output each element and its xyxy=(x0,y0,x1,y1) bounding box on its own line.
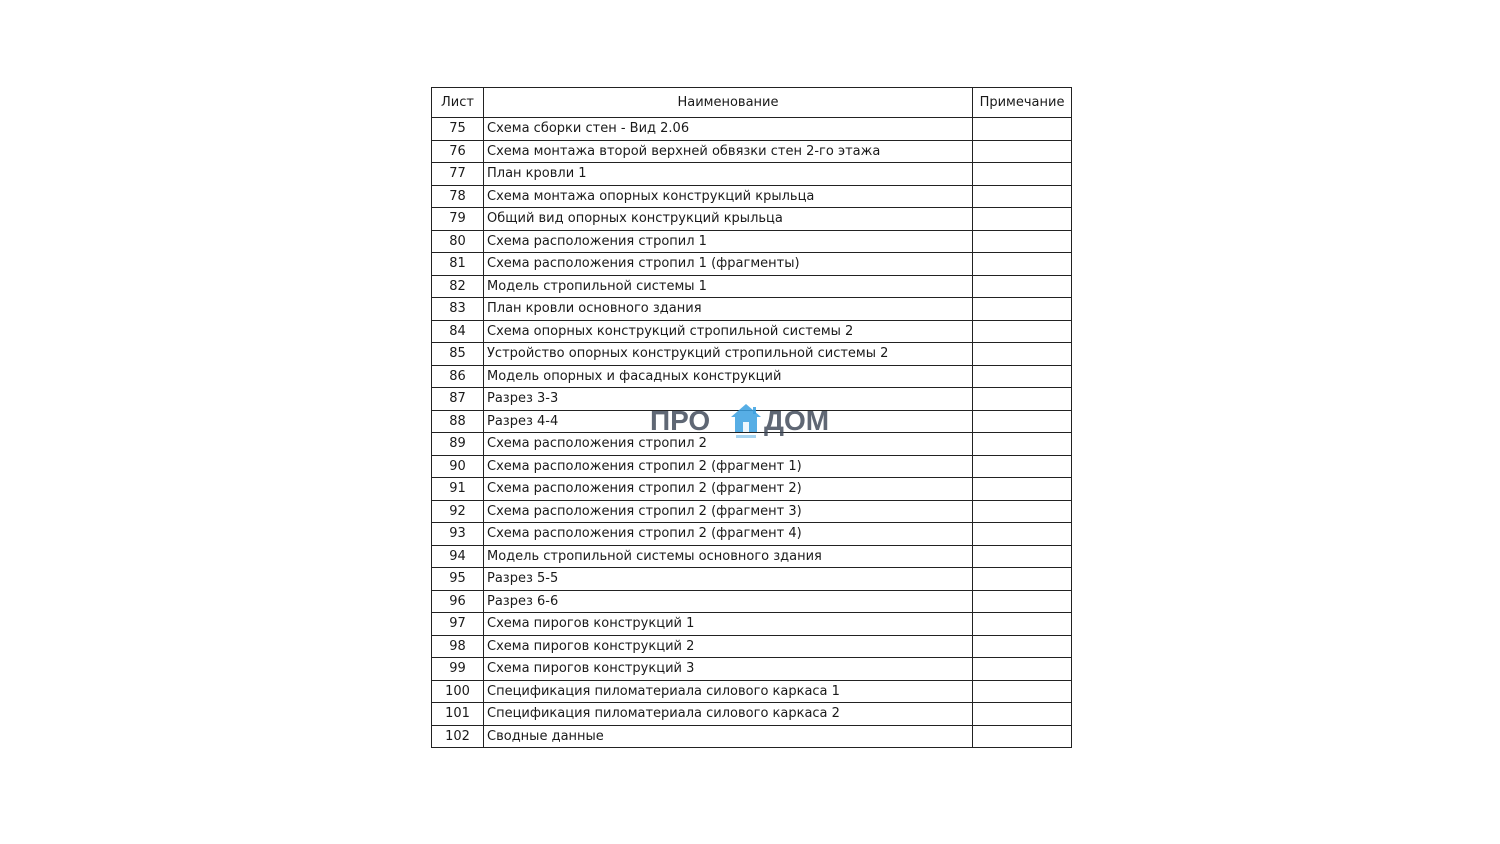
sheet-name-cell: Схема пирогов конструкций 1 xyxy=(484,613,973,636)
table-row xyxy=(432,230,1072,253)
sheet-number-cell: 95 xyxy=(432,568,484,591)
sheet-number-cell: 75 xyxy=(432,118,484,141)
watermark-right-text: ДОМ xyxy=(764,405,830,436)
table-row xyxy=(432,703,1072,726)
sheet-note-cell xyxy=(973,725,1072,748)
sheet-note-cell xyxy=(973,635,1072,658)
sheet-name-cell: Схема опорных конструкций стропильной системы 2 xyxy=(484,320,973,343)
sheet-name-cell: Спецификация пиломатериала силового каркаса 2 xyxy=(484,703,973,726)
sheet-number-cell: 85 xyxy=(432,343,484,366)
header-note: Примечание xyxy=(973,88,1072,118)
sheet-note-cell xyxy=(973,253,1072,276)
table-row xyxy=(432,433,1072,456)
sheet-name-cell: Схема расположения стропил 2 xyxy=(484,433,973,456)
sheet-note-cell xyxy=(973,320,1072,343)
sheet-number-cell: 79 xyxy=(432,208,484,231)
table-row xyxy=(432,118,1072,141)
table-row xyxy=(432,298,1072,321)
sheet-note-cell xyxy=(973,208,1072,231)
table-body xyxy=(432,118,1072,748)
sheet-number-cell: 82 xyxy=(432,275,484,298)
sheet-name-cell: Схема расположения стропил 2 (фрагмент 4) xyxy=(484,523,973,546)
sheet-number-cell: 102 xyxy=(432,725,484,748)
sheet-number-cell: 97 xyxy=(432,613,484,636)
sheet-number-cell: 83 xyxy=(432,298,484,321)
watermark-left-text: ПРО xyxy=(650,405,711,436)
sheet-number-cell: 101 xyxy=(432,703,484,726)
sheet-number-cell: 90 xyxy=(432,455,484,478)
sheet-note-cell xyxy=(973,118,1072,141)
sheet-note-cell xyxy=(973,590,1072,613)
sheet-number-cell: 88 xyxy=(432,410,484,433)
table-row xyxy=(432,410,1072,433)
sheet-name-cell: Схема монтажа второй верхней обвязки стен 2-го этажа xyxy=(484,140,973,163)
table-row xyxy=(432,320,1072,343)
table-row xyxy=(432,275,1072,298)
sheet-note-cell xyxy=(973,703,1072,726)
table-row xyxy=(432,185,1072,208)
sheet-note-cell xyxy=(973,455,1072,478)
table-row xyxy=(432,545,1072,568)
sheet-number-cell: 92 xyxy=(432,500,484,523)
sheet-name-cell: Модель стропильной системы 1 xyxy=(484,275,973,298)
table-row xyxy=(432,455,1072,478)
sheet-number-cell: 86 xyxy=(432,365,484,388)
sheet-note-cell xyxy=(973,343,1072,366)
sheet-note-cell xyxy=(973,365,1072,388)
sheet-name-cell: Разрез 3-3 xyxy=(484,388,973,411)
sheet-name-cell: Разрез 5-5 xyxy=(484,568,973,591)
sheet-name-cell: Схема расположения стропил 1 (фрагменты) xyxy=(484,253,973,276)
header-name: Наименование xyxy=(484,88,973,118)
sheet-name-cell: Модель опорных и фасадных конструкций xyxy=(484,365,973,388)
sheet-note-cell xyxy=(973,658,1072,681)
sheet-number-cell: 93 xyxy=(432,523,484,546)
sheet-number-cell: 91 xyxy=(432,478,484,501)
table-row xyxy=(432,343,1072,366)
table-row xyxy=(432,140,1072,163)
sheet-name-cell: Схема расположения стропил 2 (фрагмент 2) xyxy=(484,478,973,501)
table-header xyxy=(432,88,1072,118)
sheet-number-cell: 78 xyxy=(432,185,484,208)
sheet-number-cell: 84 xyxy=(432,320,484,343)
table-row xyxy=(432,163,1072,186)
sheet-note-cell xyxy=(973,680,1072,703)
sheet-number-cell: 77 xyxy=(432,163,484,186)
table-row xyxy=(432,478,1072,501)
table-row xyxy=(432,680,1072,703)
sheet-name-cell: Схема расположения стропил 2 (фрагмент 1) xyxy=(484,455,973,478)
sheet-note-cell xyxy=(973,298,1072,321)
sheet-name-cell: Схема пирогов конструкций 2 xyxy=(484,635,973,658)
table-row xyxy=(432,658,1072,681)
table-row xyxy=(432,568,1072,591)
sheet-name-cell: Схема пирогов конструкций 3 xyxy=(484,658,973,681)
header-row xyxy=(432,88,1072,118)
sheet-note-cell xyxy=(973,410,1072,433)
table-row xyxy=(432,613,1072,636)
table-row xyxy=(432,523,1072,546)
sheet-number-cell: 98 xyxy=(432,635,484,658)
table-row xyxy=(432,725,1072,748)
table-row xyxy=(432,635,1072,658)
sheet-note-cell xyxy=(973,523,1072,546)
sheet-name-cell: Сводные данные xyxy=(484,725,973,748)
sheet-note-cell xyxy=(973,613,1072,636)
sheet-name-cell: План кровли 1 xyxy=(484,163,973,186)
table-row xyxy=(432,590,1072,613)
sheet-number-cell: 99 xyxy=(432,658,484,681)
table-row xyxy=(432,500,1072,523)
sheet-name-cell: Схема монтажа опорных конструкций крыльца xyxy=(484,185,973,208)
sheet-number-cell: 94 xyxy=(432,545,484,568)
sheet-name-cell: Схема сборки стен - Вид 2.06 xyxy=(484,118,973,141)
sheet-number-cell: 76 xyxy=(432,140,484,163)
sheet-note-cell xyxy=(973,500,1072,523)
sheet-name-cell: Схема расположения стропил 2 (фрагмент 3) xyxy=(484,500,973,523)
sheet-note-cell xyxy=(973,478,1072,501)
sheet-name-cell: Модель стропильной системы основного здания xyxy=(484,545,973,568)
sheet-number-cell: 96 xyxy=(432,590,484,613)
sheet-name-cell: Общий вид опорных конструкций крыльца xyxy=(484,208,973,231)
sheet-name-cell: Спецификация пиломатериала силового каркаса 1 xyxy=(484,680,973,703)
sheet-number-cell: 81 xyxy=(432,253,484,276)
sheet-number-cell: 89 xyxy=(432,433,484,456)
sheet-note-cell xyxy=(973,140,1072,163)
sheet-number-cell: 100 xyxy=(432,680,484,703)
sheet-number-cell: 80 xyxy=(432,230,484,253)
table-row xyxy=(432,388,1072,411)
sheet-name-cell: Схема расположения стропил 1 xyxy=(484,230,973,253)
sheet-name-cell: Разрез 6-6 xyxy=(484,590,973,613)
sheet-name-cell: План кровли основного здания xyxy=(484,298,973,321)
drawing-list-table xyxy=(431,87,1072,748)
sheet-note-cell xyxy=(973,185,1072,208)
sheet-note-cell xyxy=(973,388,1072,411)
sheet-note-cell xyxy=(973,230,1072,253)
sheet-note-cell xyxy=(973,275,1072,298)
table-row xyxy=(432,365,1072,388)
sheet-note-cell xyxy=(973,163,1072,186)
sheet-note-cell xyxy=(973,568,1072,591)
table-row xyxy=(432,253,1072,276)
sheet-note-cell xyxy=(973,545,1072,568)
sheet-note-cell xyxy=(973,433,1072,456)
header-sheet: Лист xyxy=(432,88,484,118)
table-row xyxy=(432,208,1072,231)
sheet-number-cell: 87 xyxy=(432,388,484,411)
sheet-name-cell: Разрез 4-4 xyxy=(484,410,973,433)
sheet-name-cell: Устройство опорных конструкций стропильной системы 2 xyxy=(484,343,973,366)
